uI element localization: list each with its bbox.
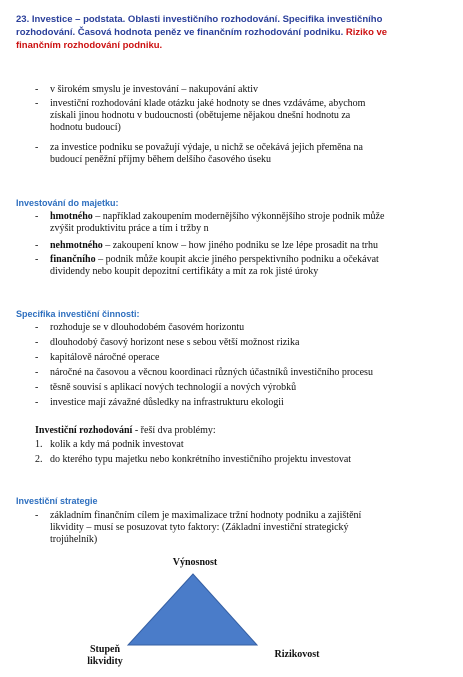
line: trojúhelník) <box>50 534 98 545</box>
line: hodnotu budoucí) <box>50 122 121 133</box>
list-number: 2. <box>35 454 43 465</box>
list-item: rozhoduje se v dlouhodobém časovém horizontu <box>50 322 245 333</box>
line: základním finančním cílem je maximalizace tržní hodnoty podniku a zajištění <box>50 510 362 521</box>
term: finančního <box>50 254 96 265</box>
definition: – podnik může koupit akcie jiného perspektivního podniku a očekávat <box>95 254 379 265</box>
bullet-dash: - <box>35 397 39 408</box>
document-title-line-1: 23. Investice – podstata. Oblasti investičního rozhodování. Specifika investičního <box>16 14 383 25</box>
bullet-dash: - <box>35 254 39 265</box>
term: hmotného <box>50 211 93 222</box>
title-part-2-red: Riziko ve <box>345 27 388 38</box>
line: dividendy nebo koupit depozitní certifikáty a mít za rok jisté úroky <box>50 266 319 277</box>
triangle-shape <box>128 574 257 645</box>
bullet-dash: - <box>35 322 39 333</box>
label-line: Stupeň <box>89 644 120 655</box>
bullet-dash: - <box>35 367 39 378</box>
section-heading-strategy: Investiční strategie <box>16 496 98 506</box>
line: zvýšit produktivitu práce a tím i tržby n <box>50 223 209 234</box>
definition: – zakoupení know – how jiného podniku se lze lépe prosadit na trhu <box>102 240 379 251</box>
bullet-dash: - <box>35 382 39 393</box>
list-item: dlouhodobý časový horizont nese s sebou větší možnost rizika <box>50 337 300 348</box>
bullet-dash: - <box>35 98 39 109</box>
decision-rest: - řeší dva problémy: <box>132 425 216 436</box>
section-heading-assets: Investování do majetku: <box>16 198 119 208</box>
list-item: kapitálově náročné operace <box>50 352 160 363</box>
triangle-label-right: Rizikovost <box>274 649 320 660</box>
line: budoucí peněžní příjmy během delšího časového úseku <box>50 154 272 165</box>
list-item: těsně souvisí s aplikací nových technologií a nových výrobků <box>50 382 297 393</box>
section-heading-specifics: Specifika investiční činnosti: <box>16 309 140 319</box>
numbered-item: kolik a kdy má podnik investovat <box>50 439 184 450</box>
list-item: náročné na časovou a věcnou koordinaci různých účastníků investičního procesu <box>50 367 373 378</box>
definition: – například zakoupením modernějšího výkonnějšího stroje podnik může <box>92 211 385 222</box>
bullet-dash: - <box>35 510 39 521</box>
line: v širokém smyslu je investování – nakupování aktiv <box>50 84 259 95</box>
list-number: 1. <box>35 439 43 450</box>
label-line: likvidity <box>87 656 123 667</box>
line: investiční rozhodování klade otázku jaké hodnoty se dnes vzdáváme, abychom <box>50 98 366 109</box>
title-part-2: rozhodování. Časová hodnota peněz ve finančním rozhodování podniku. <box>16 27 344 38</box>
bullet-dash: - <box>35 142 39 153</box>
line: za investice podniku se považují výdaje, u nichž se očekává jejich přeměna na <box>50 142 363 153</box>
bullet-dash: - <box>35 337 39 348</box>
list-item: investice mají závažné důsledky na infrastrukturu ekologii <box>50 397 284 408</box>
bullet-dash: - <box>35 352 39 363</box>
line: získali jinou hodnotu v budoucnosti (obětujeme nějakou dnešní hodnotu za <box>50 110 351 121</box>
bullet-dash: - <box>35 84 39 95</box>
decision-term: Investiční rozhodování <box>35 425 133 436</box>
document-title-line-3: finančním rozhodování podniku. <box>16 40 163 51</box>
term: nehmotného <box>50 240 103 251</box>
numbered-item: do kterého typu majetku nebo konkrétního investičního projektu investovat <box>50 454 352 465</box>
line: likvidity – musí se posuzovat tyto faktory: (Základní investiční strategický <box>50 522 349 533</box>
bullet-dash: - <box>35 240 39 251</box>
triangle-label-left <box>70 644 140 668</box>
bullet-dash: - <box>35 211 39 222</box>
triangle-label-top: Výnosnost <box>172 557 218 568</box>
